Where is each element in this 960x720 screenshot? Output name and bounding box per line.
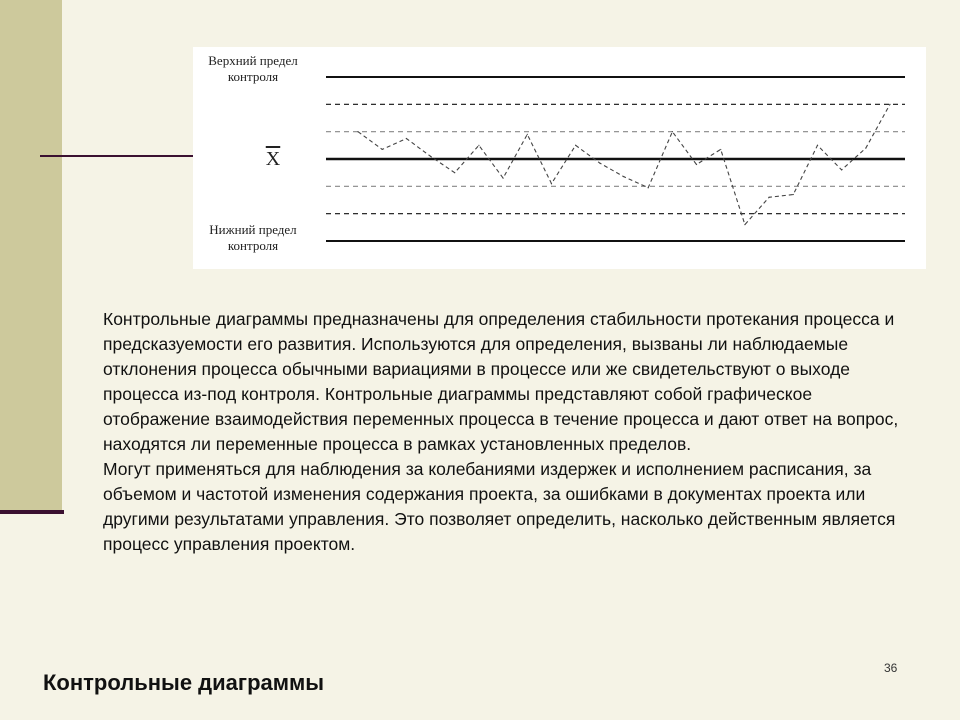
- process-point: [430, 156, 431, 157]
- description-text: [103, 307, 903, 557]
- lcl-label-line2: контроля: [227, 238, 279, 253]
- control-chart: [193, 47, 926, 269]
- process-point: [478, 145, 479, 146]
- process-point: [551, 183, 552, 184]
- process-point: [841, 169, 842, 170]
- process-point: [696, 164, 697, 165]
- process-point: [768, 197, 769, 198]
- process-point: [575, 145, 576, 146]
- ucl-label-line2: контроля: [227, 69, 279, 84]
- slide-title: Контрольные диаграммы: [43, 670, 325, 695]
- process-point: [454, 172, 455, 173]
- process-point: [502, 178, 503, 179]
- process-series-line: [358, 104, 890, 224]
- process-point: [648, 187, 649, 188]
- process-point: [357, 131, 358, 132]
- process-point: [527, 134, 528, 135]
- process-point: [406, 138, 407, 139]
- process-point: [793, 194, 794, 195]
- process-point: [599, 163, 600, 164]
- description-paragraph-1: Контрольные диаграммы предназначены для определения стабильности протекания процесса и предсказуемости его развития. Используются для определения, вызваны ли наблюдаемые отклонения процесса обычными вариациями в процессе или же свидетельствуют о выходе процесса из-под контроля. Контрольные диаграммы представляют собой графическое отображение взаимодействия переменных процесса в течение процесса и дают ответ на вопрос, находятся ли переменные процесса в рамках установленных пределов.: [103, 309, 899, 454]
- process-point: [672, 131, 673, 132]
- process-point: [744, 224, 745, 225]
- mean-label: $\overline{X}$: [265, 148, 281, 170]
- process-point: [623, 176, 624, 177]
- title-divider-line: [40, 155, 200, 157]
- lcl-label-line1: Нижний предел: [209, 222, 297, 237]
- description-paragraph-2: Могут применяться для наблюдения за колебаниями издержек и исполнением расписания, за объемом и частотой изменения содержания проекта, за ошибками в документах проекта или другими результатами управления. Это позволяет определить, насколько действенным является процесс управления проектом.: [103, 459, 896, 554]
- ucl-label: [193, 53, 313, 85]
- process-point: [865, 147, 866, 148]
- lcl-label: [193, 222, 313, 254]
- side-divider-line: [0, 510, 64, 514]
- process-point: [382, 149, 383, 150]
- process-point: [720, 149, 721, 150]
- process-point: [889, 104, 890, 105]
- process-point: [817, 145, 818, 146]
- side-decoration-band: [0, 0, 62, 512]
- ucl-label-line1: Верхний предел: [208, 53, 298, 68]
- slide-number: 36: [884, 661, 898, 675]
